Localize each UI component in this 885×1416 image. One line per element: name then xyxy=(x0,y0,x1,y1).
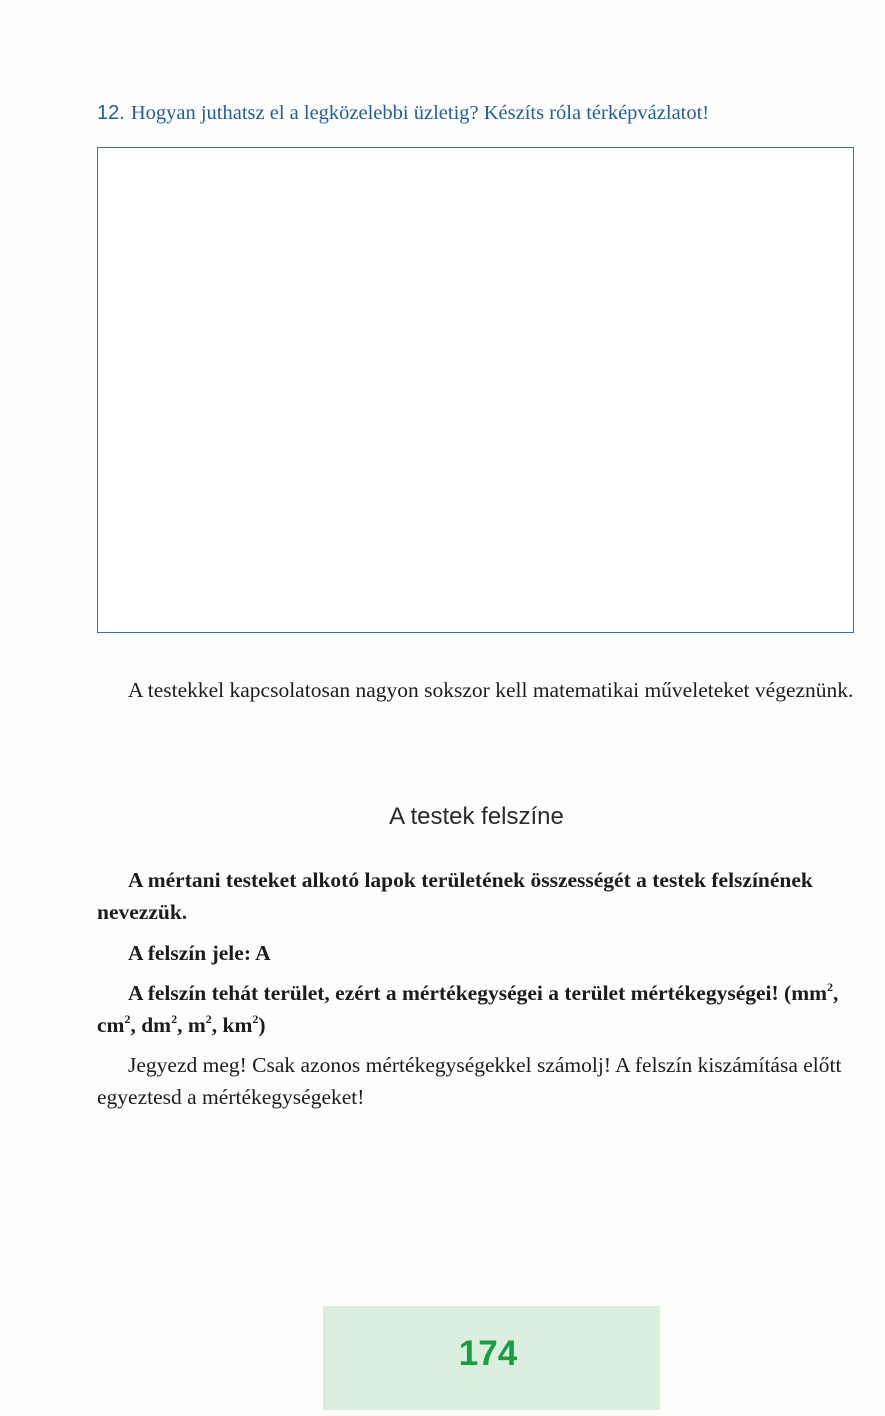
units-close: ) xyxy=(258,1013,266,1037)
unit-km: km xyxy=(222,1013,253,1037)
definition-paragraph: A mértani testeket alkotó lapok területének összességét a testek felszínének nevezzük. xyxy=(97,868,813,924)
page-number: 174 xyxy=(458,1334,518,1373)
units-text: A felszín tehát terület, ezért a mértékegységei a terület mértékegységei! ( xyxy=(128,981,792,1005)
task-12-prompt xyxy=(97,102,709,125)
note-paragraph: Jegyezd meg! Csak azonos mértékegységekkel számolj! A felszín kiszámítása előtt egyeztesd a mértékegységeket! xyxy=(97,1053,842,1109)
task-text: Hogyan juthatsz el a legközelebbi üzletig? Készíts róla térképvázlatot! xyxy=(130,102,710,124)
unit-cm: cm xyxy=(97,1013,125,1037)
unit-exponent: 2 xyxy=(827,980,834,994)
unit-m: m xyxy=(187,1013,206,1037)
map-sketch-area[interactable] xyxy=(97,147,854,633)
unit-dm: dm xyxy=(141,1013,172,1037)
unit-exponent: 2 xyxy=(252,1012,259,1026)
task-number: 12. xyxy=(97,102,125,124)
unit-exponent: 2 xyxy=(171,1012,178,1026)
unit-exponent: 2 xyxy=(205,1012,212,1026)
unit-mm: mm xyxy=(791,981,828,1005)
intro-paragraph: A testekkel kapcsolatosan nagyon sokszor kell matematikai műveleteket végeznünk. xyxy=(128,678,854,702)
section-heading: A testek felszíne xyxy=(389,803,564,830)
sign-paragraph: A felszín jele: A xyxy=(128,941,271,965)
unit-exponent: 2 xyxy=(124,1012,131,1026)
units-paragraph: A felszín tehát terület, ezért a mértékegységei a terület mértékegységei! ($mm^2$, $cm^2$, $dm^2$, $m^2$, $km^2$) xyxy=(97,980,839,1037)
